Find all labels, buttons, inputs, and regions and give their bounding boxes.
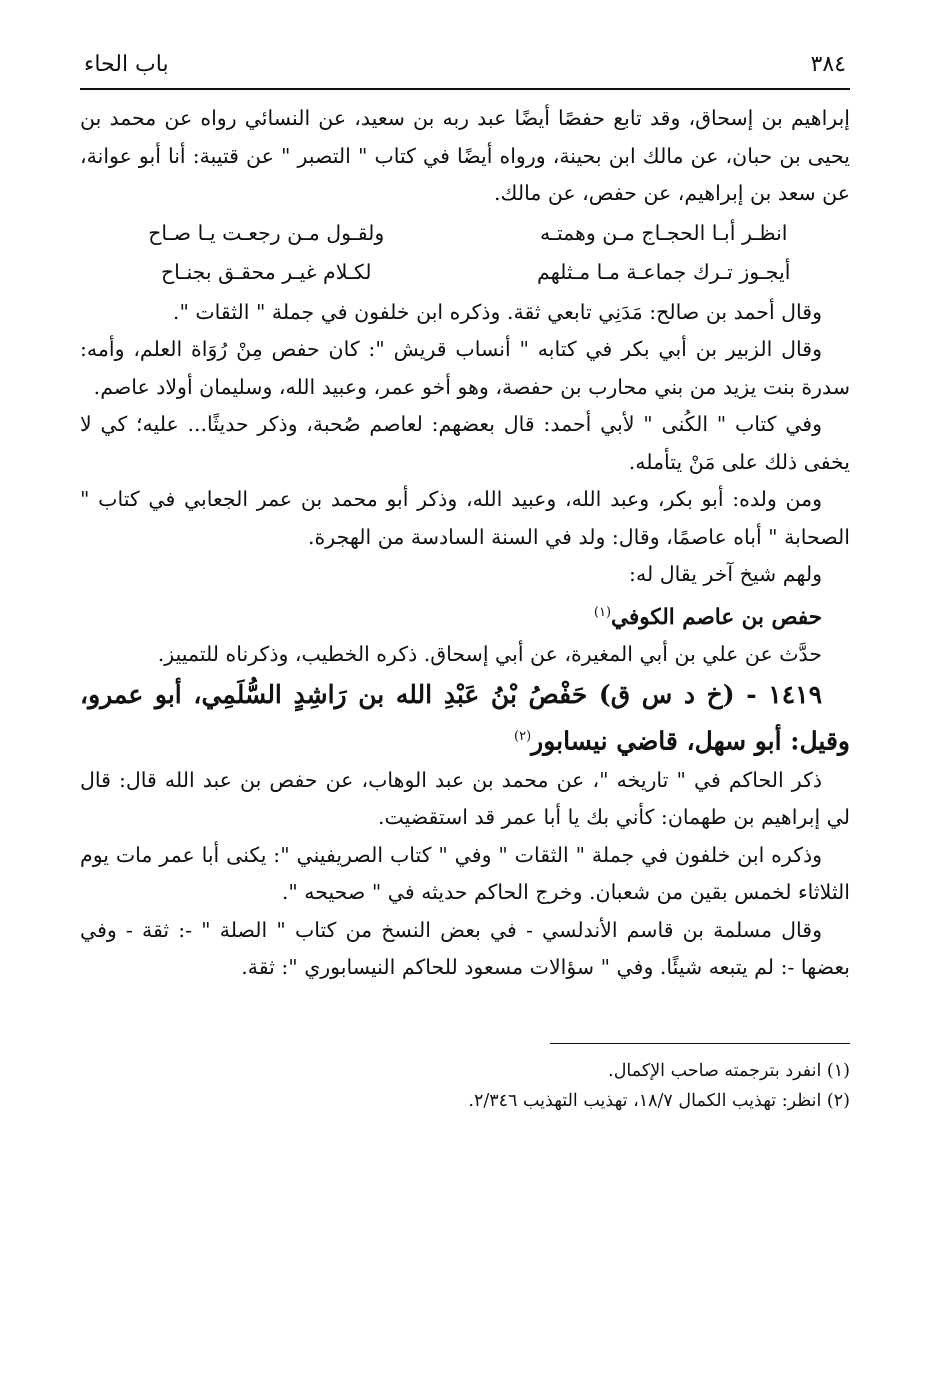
paragraph-2: وقال أحمد بن صالح: مَدَنِي تابعي ثقة. وذكره ابن خلفون في جملة " الثقات ". xyxy=(172,299,822,324)
paragraph-4: وفي كتاب " الكُنى " لأبي أحمد: قال بعضهم: لعاصم صُحبة، وذكر حديثًا... عليه؛ كي لا يخفى ذلك على مَنْ يتأمله. xyxy=(80,412,850,474)
page-header xyxy=(80,48,850,90)
footnote-separator xyxy=(550,1043,850,1044)
paragraph-5: ومن ولده: أبو بكر، وعبد الله، وعبيد الله، وذكر أبو محمد بن عمر الجعابي في كتاب " الصحابة " أباه عاصمًا، وقال: ولد في السنة السادسة من الهجرة. xyxy=(80,487,850,549)
entry-title: ١٤١٩ - (خ د س ق) حَفْصُ بْنُ عَبْدِ الله بن رَاشِدٍ السُّلَمِي، أبو عمرو، وقيل: أبو سهل، قاضي نيسابور xyxy=(80,679,850,755)
verse-line-1 xyxy=(80,215,850,253)
paragraph-10: وقال مسلمة بن قاسم الأندلسي - في بعض النسخ من كتاب " الصلة " -: ثقة - وفي بعضها -: لم يتبعه شيئًا. وفي " سؤالات مسعود للحاكم النيسابوري ": ثقة. xyxy=(80,917,850,980)
footnote-2: (٢) انظر: تهذيب الكمال ١٨/٧، تهذيب التهذيب ٢/٣٤٦. xyxy=(468,1090,850,1111)
entry-heading xyxy=(80,674,850,762)
verse-1-second-hemistich: ولقـول مـن رجعـت يـا صـاح xyxy=(148,220,385,245)
paragraph-1: إبراهيم بن إسحاق، وقد تابع حفصًا أيضًا عبد ربه بن سعيد، عن النسائي رواه عن محمد بن يحيى بن حبان، عن مالك ابن بحينة، ورواه أيضًا في كتاب " التصبر " عن قتيبة: أنا أبو عوانة، عن سعد بن إبراهيم، عن حفص، عن مالك. xyxy=(80,106,850,205)
paragraph-9: وذكره ابن خلفون في جملة " الثقات " وفي " كتاب الصريفيني ": يكنى أبا عمر مات يوم الثلاثاء لخمس بقين من شعبان. وخرج الحاكم حديثه في " صحيحه ". xyxy=(80,842,850,905)
verse-1-first-hemistich: انظـر أبـا الحجـاج مـن وهمتـه xyxy=(540,220,788,245)
subject-name: حفص بن عاصم الكوفي xyxy=(611,604,822,630)
paragraph-7: حدَّث عن علي بن أبي المغيرة، عن أبي إسحاق. ذكره الخطيب، وذكرناه للتمييز. xyxy=(157,642,822,667)
verse-2-second-hemistich: لكـلام غيـر محقـق بجنـاح xyxy=(160,260,372,284)
paragraph-6: ولهم شيخ آخر يقال له: xyxy=(629,562,822,586)
paragraph-3: وقال الزبير بن أبي بكر في كتابه " أنساب قريش ": كان حفص مِنْ رُوَاة العلم، وأمه: سدرة بنت يزيد من بني محارب بن حفصة، وهو أخو عمر، وعبيد الله، وسليمان أولاد عاصم. xyxy=(80,337,850,399)
subject-heading xyxy=(80,594,850,637)
page-number: ٣٨٤ xyxy=(810,52,846,77)
footnote-ref-1: (١) xyxy=(593,604,612,620)
main-text xyxy=(80,100,850,987)
verse-line-2 xyxy=(80,254,850,292)
paragraph-8: ذكر الحاكم في " تاريخه "، عن محمد بن عبد الوهاب، عن حفص بن عبد الله قال: قال لي إبراهيم بن طهمان: كأني بك يا أبا عمر قد استقضيت. xyxy=(80,767,850,830)
footnote-ref-2: (٢) xyxy=(514,728,532,744)
footnotes xyxy=(80,1056,850,1116)
verse-2-first-hemistich: أيجـوز تـرك جماعـة مـا مـثلهم xyxy=(537,260,791,284)
chapter-title: باب الحاء xyxy=(84,52,169,77)
footnote-1: (١) انفرد بترجمته صاحب الإكمال. xyxy=(608,1060,850,1081)
book-page xyxy=(80,48,850,1116)
